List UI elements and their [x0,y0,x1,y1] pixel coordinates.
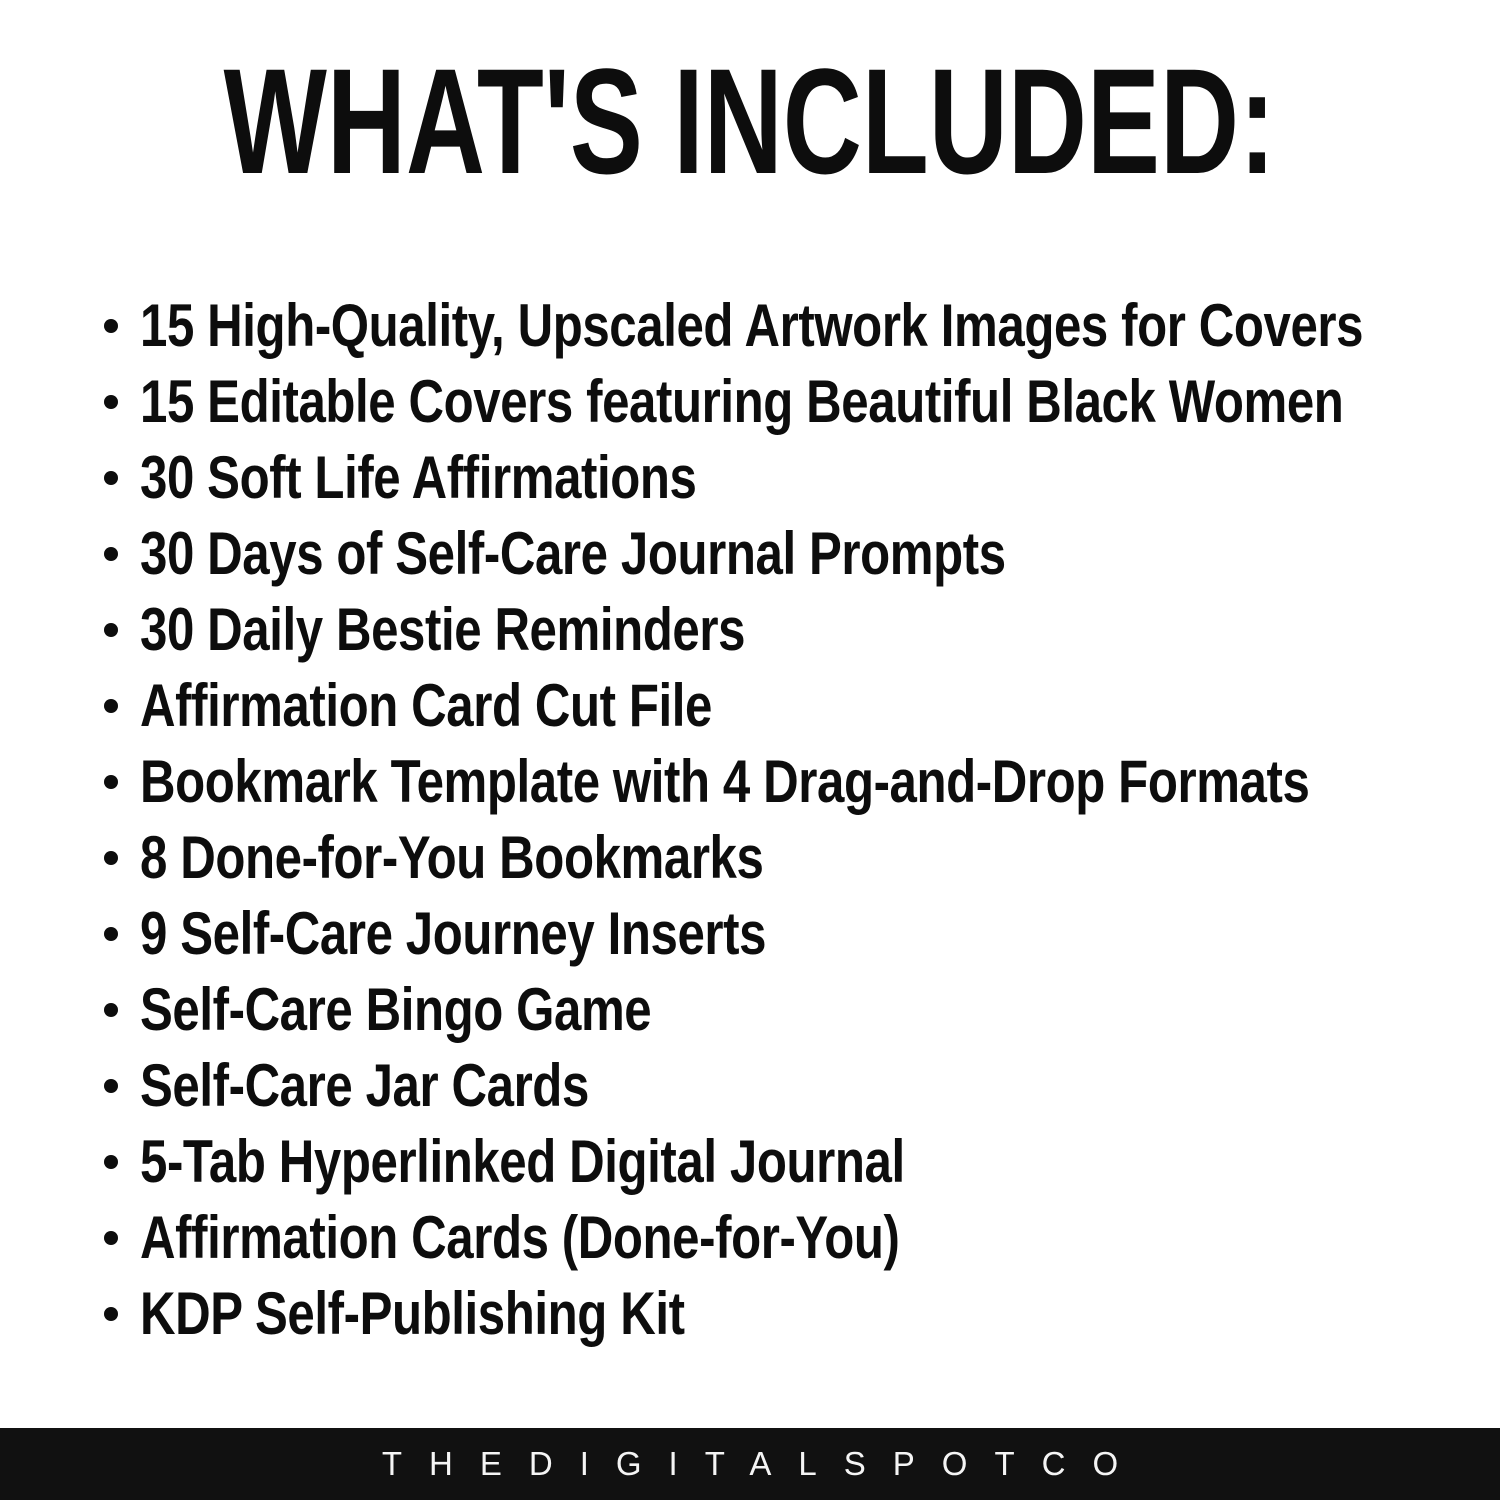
footer-bar [0,1428,1500,1500]
list-item-text: KDP Self-Publishing Kit [140,1280,685,1347]
list-item-text: Self-Care Bingo Game [140,976,652,1043]
list-item-text: Affirmation Cards (Done-for-You) [140,1204,900,1271]
list-item-text: 8 Done-for-You Bookmarks [140,824,764,891]
brand-name: THEDIGITALSPOTCO [381,1445,1146,1482]
list-item [0,972,1500,1048]
list-item-text: Self-Care Jar Cards [140,1052,589,1119]
list-item [0,1048,1500,1124]
bullet-icon [104,1231,118,1245]
bullet-icon [104,395,118,409]
list-item [0,744,1500,820]
bullet-icon [104,471,118,485]
list-item-text: 30 Daily Bestie Reminders [140,596,746,663]
bullet-icon [104,623,118,637]
list-item-text: 30 Soft Life Affirmations [140,444,697,511]
bullet-icon [104,927,118,941]
list-item-text: 15 High-Quality, Upscaled Artwork Images for Covers [140,292,1364,359]
list-item [0,668,1500,744]
bullet-icon [104,775,118,789]
list-item-text: 5-Tab Hyperlinked Digital Journal [140,1128,905,1195]
list-item-text: 9 Self-Care Journey Inserts [140,900,767,967]
bullet-icon [104,547,118,561]
page-title: WHAT'S INCLUDED: [224,37,1276,205]
list-item [0,592,1500,668]
bullet-icon [104,1155,118,1169]
list-item [0,1276,1500,1352]
bullet-icon [104,1079,118,1093]
list-item [0,896,1500,972]
title-section [0,0,1500,205]
bullet-icon [104,1003,118,1017]
list-item-text: 15 Editable Covers featuring Beautiful Black Women [140,368,1344,435]
list-item [0,1124,1500,1200]
bullet-icon [104,699,118,713]
list-item [0,288,1500,364]
list-item-text: Affirmation Card Cut File [140,672,712,739]
bullet-icon [104,851,118,865]
list-item-text: Bookmark Template with 4 Drag-and-Drop Formats [140,748,1310,815]
list-item [0,820,1500,896]
list-item [0,1200,1500,1276]
list-item-text: 30 Days of Self-Care Journal Prompts [140,520,1006,587]
bullet-icon [104,1307,118,1321]
list-item [0,440,1500,516]
included-items-list [0,288,1500,1352]
list-item [0,516,1500,592]
bullet-icon [104,319,118,333]
list-item [0,364,1500,440]
